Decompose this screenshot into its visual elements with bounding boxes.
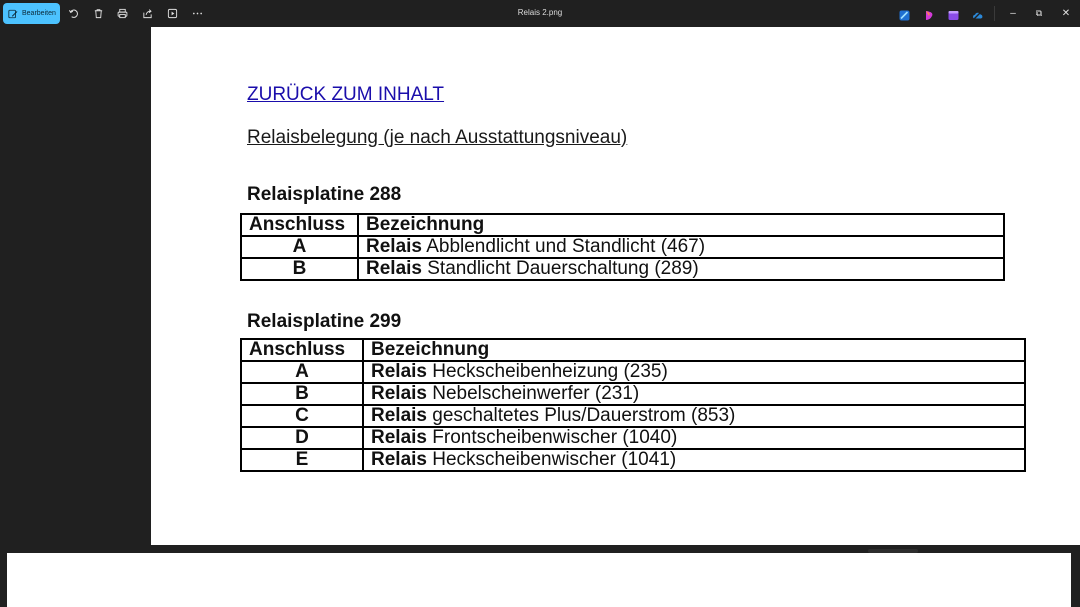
port-cell: B: [241, 258, 358, 280]
document-subtitle: Relaisbelegung (je nach Ausstattungsniveau): [247, 127, 628, 148]
relay-prefix: Relais: [366, 236, 422, 257]
window-title: Relais 2.png: [517, 8, 563, 17]
relay-description: Abblendlicht und Standlicht (467): [421, 236, 706, 257]
table-row: [241, 405, 1025, 427]
description-cell: [358, 236, 1004, 258]
relay-description: Frontscheibenwischer (1040): [426, 427, 678, 448]
column-header: Bezeichnung: [358, 214, 1004, 236]
port-cell: E: [241, 449, 363, 471]
relay-table-288: [240, 213, 1005, 281]
document-page: [151, 27, 1080, 545]
column-header: Anschluss: [241, 339, 363, 361]
table-row: [241, 427, 1025, 449]
table-header-row: [241, 339, 1025, 361]
port-cell: C: [241, 405, 363, 427]
description-cell: [363, 361, 1025, 383]
relay-description: Heckscheibenheizung (235): [426, 361, 668, 382]
minimize-button[interactable]: –: [1010, 7, 1016, 19]
port-cell: B: [241, 383, 363, 405]
clipchamp-app-icon[interactable]: [948, 8, 959, 19]
title-bar: [0, 0, 1080, 27]
description-cell: [363, 383, 1025, 405]
relay-table-299: [240, 338, 1026, 472]
section-heading: Relaisplatine 288: [247, 184, 402, 205]
table-header-row: [241, 214, 1004, 236]
table-row: [241, 449, 1025, 471]
onedrive-icon[interactable]: [972, 8, 983, 19]
relay-prefix: Relais: [371, 449, 427, 470]
toolbar-divider: [994, 6, 995, 21]
description-cell: [358, 258, 1004, 280]
table-row: [241, 258, 1004, 280]
close-button[interactable]: ✕: [1061, 7, 1071, 19]
description-cell: [363, 405, 1025, 427]
relay-description: Nebelscheinwerfer (231): [426, 383, 640, 404]
relay-description: geschaltetes Plus/Dauerstrom (853): [426, 405, 736, 426]
description-cell: [363, 449, 1025, 471]
port-cell: D: [241, 427, 363, 449]
relay-prefix: Relais: [371, 383, 427, 404]
table-row: [241, 383, 1025, 405]
photo-edit-app-icon[interactable]: [899, 8, 910, 19]
relay-description: Heckscheibenwischer (1041): [426, 449, 677, 470]
column-header: Bezeichnung: [363, 339, 1025, 361]
restore-button[interactable]: ⧉: [1035, 7, 1043, 18]
table-row: [241, 236, 1004, 258]
relay-prefix: Relais: [371, 405, 427, 426]
table-row: [241, 361, 1025, 383]
relay-prefix: Relais: [371, 361, 427, 382]
bottom-panel: [7, 553, 1071, 607]
description-cell: [363, 427, 1025, 449]
designer-app-icon[interactable]: [924, 8, 935, 19]
port-cell: A: [241, 236, 358, 258]
relay-prefix: Relais: [371, 427, 427, 448]
back-to-contents-link[interactable]: ZURÜCK ZUM INHALT: [247, 84, 445, 105]
section-heading: Relaisplatine 299: [247, 311, 402, 332]
port-cell: A: [241, 361, 363, 383]
relay-description: Standlicht Dauerschaltung (289): [421, 258, 699, 279]
edit-button-label: Bearbeiten: [22, 10, 56, 17]
column-header: Anschluss: [241, 214, 358, 236]
relay-prefix: Relais: [366, 258, 422, 279]
